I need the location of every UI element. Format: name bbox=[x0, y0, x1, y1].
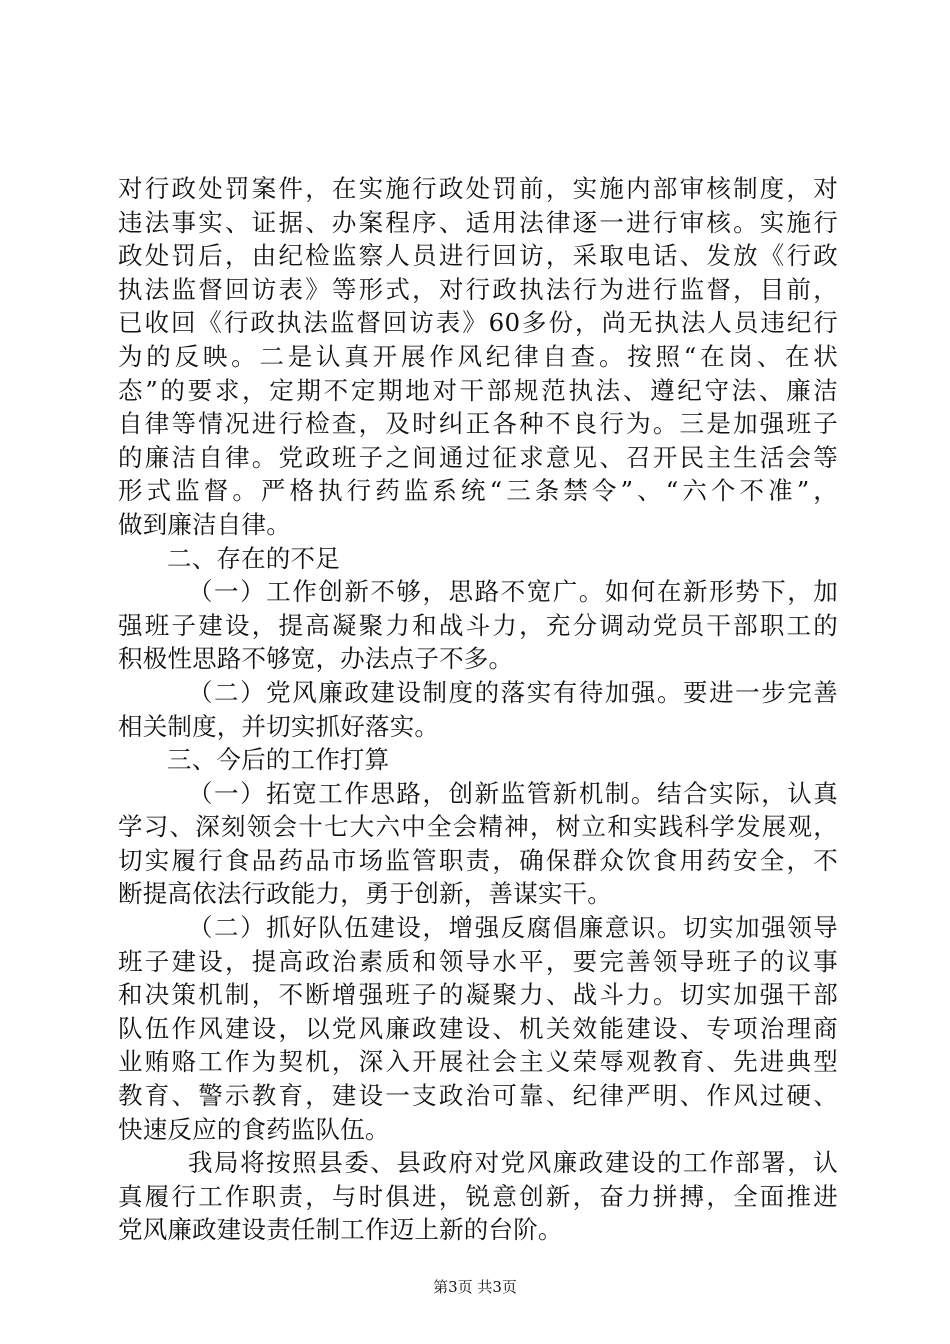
text-line: 教育、警示教育，建设一支政治可靠、纪律严明、作风过硬、 bbox=[118, 1081, 838, 1111]
text-line: 已收回《行政执法监督回访表》60多份，尚无执法人员违纪行 bbox=[118, 308, 838, 338]
text-line: 和决策机制，不断增强班子的凝聚力、战斗力。切实加强干部 bbox=[118, 980, 838, 1010]
text-line: 强班子建设，提高凝聚力和战斗力，充分调动党员干部职工的 bbox=[118, 610, 838, 640]
text-line: 做到廉洁自律。 bbox=[118, 509, 291, 539]
page-footer bbox=[0, 1277, 950, 1297]
document-body bbox=[118, 172, 838, 1247]
text-line: 的廉洁自律。党政班子之间通过征求意见、召开民主生活会等 bbox=[118, 442, 838, 472]
text-line: 违法事实、证据、办案程序、适用法律逐一进行审核。实施行 bbox=[118, 207, 838, 237]
text-line: 政处罚后，由纪检监察人员进行回访，采取电话、发放《行政 bbox=[118, 241, 838, 271]
page-number: 第3页 共3页 bbox=[433, 1278, 517, 1296]
text-line: 三、今后的工作打算 bbox=[167, 745, 390, 775]
text-line: 真履行工作职责，与时俱进，锐意创新，奋力拼搏，全面推进 bbox=[118, 1181, 838, 1211]
text-line: 党风廉政建设责任制工作迈上新的台阶。 bbox=[118, 1215, 563, 1245]
text-line: 快速反应的食药监队伍。 bbox=[118, 1114, 390, 1144]
text-line: 断提高依法行政能力，勇于创新，善谋实干。 bbox=[118, 879, 612, 909]
text-line: 积极性思路不够宽，办法点子不多。 bbox=[118, 644, 514, 674]
text-line: 二、存在的不足 bbox=[167, 543, 340, 573]
text-line: 学习、深刻领会十七大六中全会精神，树立和实践科学发展观， bbox=[118, 812, 838, 842]
text-line: 班子建设，提高政治素质和领导水平，要完善领导班子的议事 bbox=[118, 946, 838, 976]
text-line: （一）工作创新不够，思路不宽广。如何在新形势下，加 bbox=[188, 577, 838, 607]
text-line: 为的反映。二是认真开展作风纪律自查。按照“在岗、在状 bbox=[118, 341, 838, 371]
text-line: 业贿赂工作为契机，深入开展社会主义荣辱观教育、先进典型 bbox=[118, 1047, 838, 1077]
text-line: 形式监督。严格执行药监系统“三条禁令”、“六个不准”， bbox=[118, 476, 838, 506]
text-line: 队伍作风建设，以党风廉政建设、机关效能建设、专项治理商 bbox=[118, 1013, 838, 1043]
text-line: （一）拓宽工作思路，创新监管新机制。结合实际，认真 bbox=[188, 778, 838, 808]
text-line: 自律等情况进行检查，及时纠正各种不良行为。三是加强班子 bbox=[118, 409, 838, 439]
text-line: （二）抓好队伍建设，增强反腐倡廉意识。切实加强领导 bbox=[188, 913, 838, 943]
text-line: 我局将按照县委、县政府对党风廉政建设的工作部署，认 bbox=[188, 1148, 838, 1178]
text-line: 相关制度，并切实抓好落实。 bbox=[118, 711, 440, 741]
text-line: 态”的要求，定期不定期地对干部规范执法、遵纪守法、廉洁 bbox=[118, 375, 838, 405]
text-line: 执法监督回访表》等形式，对行政执法行为进行监督，目前， bbox=[118, 274, 838, 304]
text-line: 切实履行食品药品市场监管职责，确保群众饮食用药安全，不 bbox=[118, 845, 838, 875]
text-line: 对行政处罚案件，在实施行政处罚前，实施内部审核制度，对 bbox=[118, 174, 838, 203]
text-line: （二）党风廉政建设制度的落实有待加强。要进一步完善 bbox=[188, 677, 838, 707]
